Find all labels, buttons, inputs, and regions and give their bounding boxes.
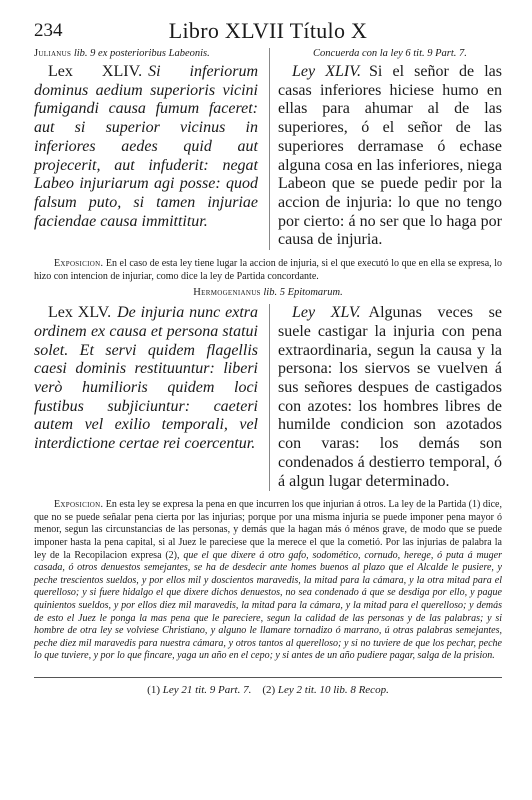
latin-law-text-2 bbox=[34, 304, 258, 454]
latin-source-note bbox=[34, 48, 258, 59]
spanish-law-label-2: Ley XLV. bbox=[292, 304, 361, 322]
exposition-2 bbox=[34, 499, 502, 663]
latin-law-body-2: De injuria nunc extra ordinem ex causa et persona statui solet. Et servi quidem flagellis caesi dominis restituuntur: liberi verò humilioris quidem loci fustibus subjiciuntur: caeteri autem vel exilio temporali, vel interdictione certae rei coercentur. bbox=[34, 304, 258, 453]
latin-column bbox=[34, 48, 264, 250]
source-reference: lib. 9 ex posterioribus Labeonis. bbox=[73, 48, 210, 59]
footnote-2-text: Ley 2 tit. 10 lib. 8 Recop. bbox=[277, 683, 389, 696]
page-number: 234 bbox=[34, 20, 63, 41]
spanish-law-text bbox=[278, 63, 502, 250]
section-lex-45 bbox=[34, 304, 502, 491]
footnote-1-text: Ley 21 tit. 9 Part. 7. bbox=[162, 683, 252, 696]
latin-column-2 bbox=[34, 304, 264, 491]
latin-law-body: Si inferiorum dominus aedium superioris vicini fumigandi causa fumum faceret: aut si superior vicinus in inferiores aedes quid aut projecerit, aut infuderit: negat Labeo injuriarum agi posse: quod falsum puto, si tamen injuriae faciendae causa immittitur. bbox=[34, 63, 258, 230]
author-work: lib. 5 Epitomarum. bbox=[263, 287, 343, 299]
footnotes bbox=[34, 684, 502, 696]
spanish-column bbox=[269, 48, 502, 250]
spanish-law-label: Ley XLIV. bbox=[292, 63, 361, 80]
spanish-column-2 bbox=[269, 304, 502, 491]
exposition-label-2: Exposicion. bbox=[54, 499, 104, 511]
spanish-law-body: Si el señor de las casas inferiores hiciese humo en ellas para ahumar al de las superiores, ó el señor de las superiores derramase ó echase alguna cosa en las inferiores, niega Labeon que se puede pedir por la accion de injuria: lo que no tengo por cierto: á no ser que lo haga por causa de injuria. bbox=[278, 63, 503, 249]
footnote-rule bbox=[34, 677, 502, 678]
latin-law-label: Lex XLIV. bbox=[48, 63, 143, 80]
source-author: Julianus bbox=[34, 48, 72, 59]
running-title: Libro XLVII Título X bbox=[168, 18, 368, 43]
page bbox=[34, 14, 502, 696]
exposition-body: En el caso de esta ley tiene lugar la accion de injuria, si el que executó lo que en ella se expresa, lo hizo con intencion de injuriar, como dice la ley de Partida concordante. bbox=[34, 258, 502, 282]
spanish-law-text-2 bbox=[278, 304, 502, 491]
spanish-law-body-2: Algunas veces se suele castigar la injuria con pena extraordinaria, segun la causa y la persona: los siervos se vuelven á sus señores despues de castigados con azotes: los hombres libres de humilde condicion son azotados con varas: los demás son condenados á destierro temporal, ó á algun lugar determinado. bbox=[278, 304, 502, 490]
exposition-body-2: En esta ley se expresa la pena en que incurren los que injurian á otros. La ley de la Partida (1) dice, que no se puede señalar pena cierta por las injurias; porque por una misma injuria se puede imponer pena mayor ó menor, segun las circunstancias de las personas, y demás que la hagan más ó ménos grave, de modo que se puede imponer hasta la pena capital, si al Juez le pareciese que la merece el que la cometió. Por las injurias de palabra la ley de la Recopilacion expresa (2), bbox=[34, 499, 502, 561]
section-lex-44 bbox=[34, 48, 502, 250]
footnote-2-number: (2) bbox=[262, 683, 276, 696]
page-header bbox=[34, 14, 502, 48]
author-name: Hermogenianus bbox=[193, 287, 261, 299]
latin-law-text bbox=[34, 63, 258, 231]
footnote-1-number: (1) bbox=[147, 683, 160, 696]
exposition-1 bbox=[34, 258, 502, 283]
concordance-note: Concuerda con la ley 6 tit. 9 Part. 7. bbox=[313, 48, 467, 59]
exposition-quotation: que el que dixere á otro gafo, sodomético, cornudo, herege, ó puta á muger casada, ó otros denuestos semejantes, se ha de desdecir ante homes buenos al plazo que el Alcalde le pusiere, y peche trescientos sueldos, y por ellos mil y doscientos maravedis, la mitad para la cámara, y la otra mitad para el querelloso; y si fuere hidalgo el que dixere dichos denuestos, no sea condenado á que se desdiga por ello, y pague quinientos sueldos, y por ellos diez mil maravedis, la mitad para la cámara, y la mitad para el querelloso; y demás de esto el Juez le ponga la mas pena que le pareciere, segun la calidad de las personas y de las palabras; y si hombre de otra ley se volviese Christiano, y alguno le llamare tornadizo ó marrano, ú otras palabras semejantes, peche diez mil maravedis para nuestra cámara, y otros tantos al querelloso; y si no tuviere de que los pechar, peche lo que tuviere, y por lo que fincare, yaga un año en el cepo; y si antes de un año pudiere pagar, salga de la prision. bbox=[34, 549, 503, 662]
author-attribution bbox=[34, 287, 502, 298]
exposition-label: Exposicion. bbox=[54, 258, 104, 270]
latin-law-label-2: Lex XLV. bbox=[48, 304, 112, 322]
